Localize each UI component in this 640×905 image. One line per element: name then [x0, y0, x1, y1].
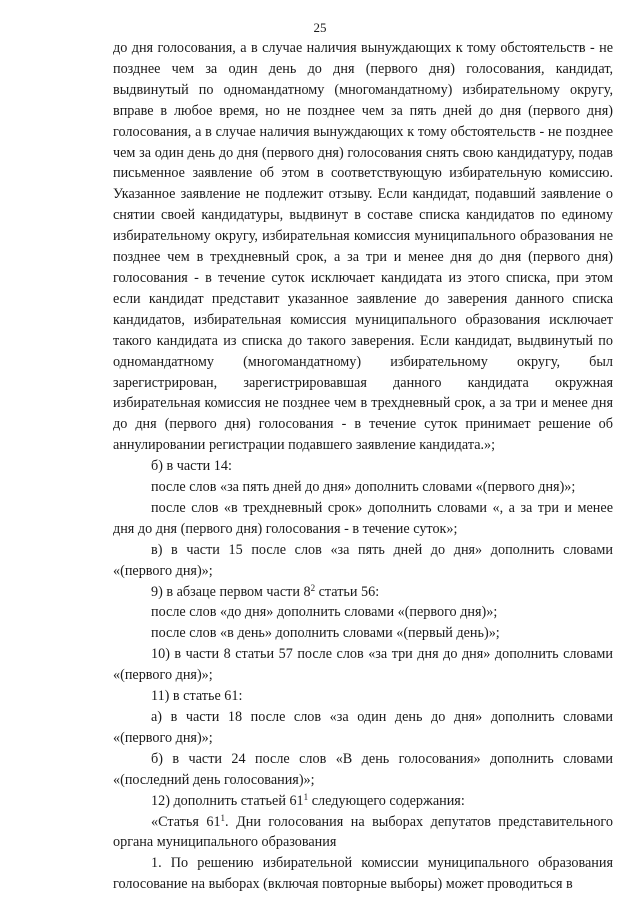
paragraph-text: 12) дополнить статьей 61 — [151, 792, 304, 809]
paragraph-text: . Дни голосования на выборах депутатов представительного органа муниципального образования — [113, 813, 613, 851]
superscript: 1 — [303, 791, 309, 802]
paragraph-p-b14-1: после слов «за пять дней до дня» дополнить словами «(первого дня)»; — [151, 479, 576, 496]
paragraph-p-9-2: после слов «в день» дополнить словами «(первый день)»; — [151, 625, 500, 642]
paragraph-p-cont: до дня голосования, а в случае наличия вынуждающих к тому обстоятельств - не позднее чем за один день до дня (первого дня) голосования, кандидат, выдвинутый по одномандатному (многомандатному) избирательному округу, вправе в любое время, но не позднее чем за пять дней до дня (первого дня) голосования, а в случае наличия вынуждающих к тому обстоятельств - не позднее чем за один день до дня (первого дня) голосования снять свою кандидатуру, подав письменное заявление об этом в соответствующую избирательную комиссию. Указанное заявление не подлежит отзыву. Если кандидат, подавший заявление о снятии своей кандидатуры, выдвинут в составе списка кандидатов по единому избирательному округу, избирательная комиссия муниципального образования не позднее чем в трехдневный срок, а за три и менее дня до дня (первого дня) голосования - в течение суток исключает кандидата из этого списка, при этом если кандидат представит указанное заявление до заверения данного списка кандидатов, избирательная комиссия муниципального образования исключает такого кандидата из списка до такого заверения. Если кандидат, выдвинутый по одномандатному (многомандатному) избирательному округу, был зарегистрирован, зарегистрировавшая данного кандидата окружная избирательная комиссия не позднее чем в трехдневный срок, а за три и менее дня до дня (первого дня) голосования - в течение суток принимает решение об аннулировании регистрации подавшего заявление кандидата.»; — [113, 40, 613, 454]
paragraph-p-10: 10) в части 8 статьи 57 после слов «за три дня до дня» дополнить словами «(первого дня)»; — [113, 646, 613, 684]
paragraph-p-11b: б) в части 24 после слов «В день голосования» дополнить словами «(последний день голосования)»; — [113, 750, 613, 788]
paragraph-p-b14-2: после слов «в трехдневный срок» дополнить словами «, а за три и менее дня до дня (первого дня) голосования - в течение суток»; — [113, 499, 613, 537]
paragraph-p-b14: б) в части 14: — [151, 458, 232, 475]
superscript: 1 — [220, 812, 226, 823]
paragraph-p-art-1: 1. По решению избирательной комиссии муниципального образования голосование на выборах (включая повторные выборы) может проводиться в — [113, 855, 613, 893]
paragraph-text: 9) в абзаце первом части 8 — [151, 583, 311, 600]
superscript: 2 — [310, 582, 316, 593]
paragraph-text: «Статья 61 — [151, 813, 221, 830]
paragraph-p-9-1: после слов «до дня» дополнить словами «(первого дня)»; — [151, 604, 498, 621]
paragraph-text: статьи 56: — [315, 583, 380, 600]
paragraph-p-v15: в) в части 15 после слов «за пять дней до дня» дополнить словами «(первого дня)»; — [113, 541, 613, 579]
paragraph-p-11a: а) в части 18 после слов «за один день до дня» дополнить словами «(первого дня)»; — [113, 709, 613, 746]
page-number: 25 — [313, 20, 327, 35]
paragraph-p-art — [113, 812, 613, 854]
paragraph-p-12 — [113, 791, 613, 812]
paragraph-text: следующего содержания: — [308, 792, 465, 809]
paragraph-p-9 — [113, 582, 613, 603]
paragraph-p-11: 11) в статье 61: — [151, 688, 243, 705]
document-body — [113, 38, 613, 895]
